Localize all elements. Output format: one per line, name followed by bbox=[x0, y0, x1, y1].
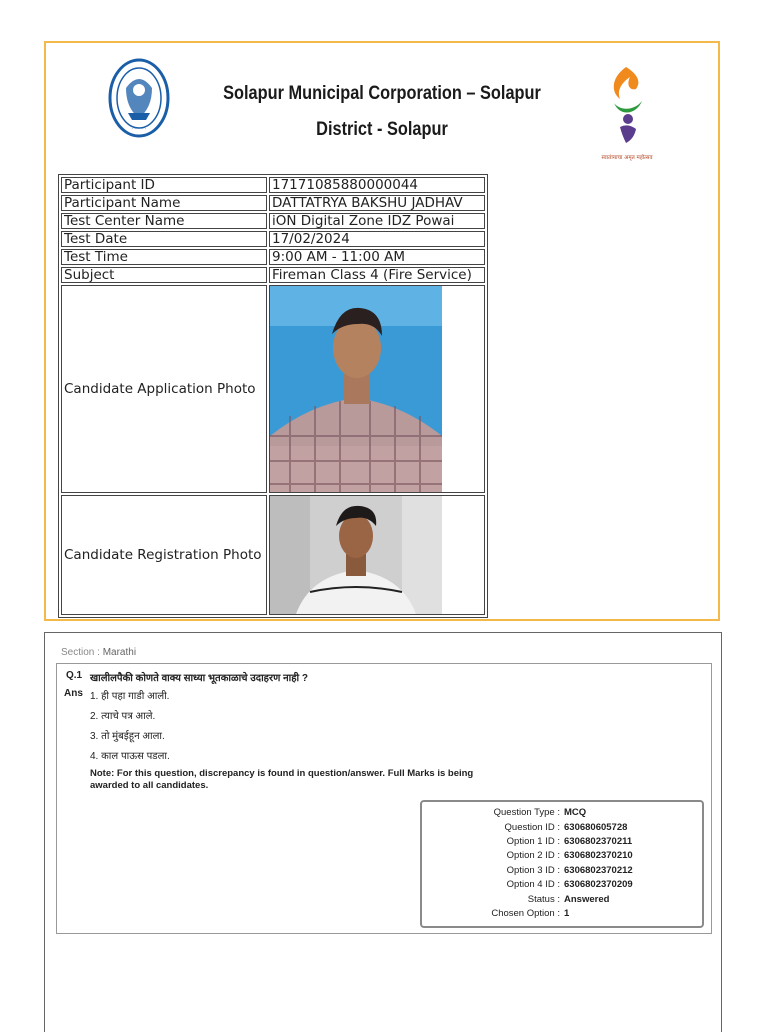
meta-row bbox=[422, 908, 702, 922]
table-row bbox=[61, 267, 485, 283]
subject-value: Fireman Class 4 (Fire Service) bbox=[269, 267, 485, 283]
question-id-label: Question ID : bbox=[504, 822, 560, 833]
status-value: Answered bbox=[564, 894, 610, 905]
table-row bbox=[61, 231, 485, 247]
table-row bbox=[61, 285, 485, 493]
registration-photo-cell bbox=[269, 495, 485, 615]
option2-id-label: Option 2 ID : bbox=[506, 850, 560, 861]
section-name: Marathi bbox=[102, 647, 137, 658]
option-2: 2. त्याचे पत्र आले. bbox=[90, 711, 156, 722]
test-center-value: iON Digital Zone IDZ Powai bbox=[269, 213, 485, 229]
meta-row bbox=[422, 836, 702, 850]
tricolor-flame-logo bbox=[590, 63, 664, 163]
option1-id-label: Option 1 ID : bbox=[506, 836, 560, 847]
table-row bbox=[61, 249, 485, 265]
test-time-value: 9:00 AM - 11:00 AM bbox=[269, 249, 485, 265]
application-photo-label: Candidate Application Photo bbox=[61, 285, 267, 493]
registration-photo bbox=[270, 496, 442, 614]
participant-id-value: 17171085880000044 bbox=[269, 177, 485, 193]
answer-label: Ans bbox=[64, 688, 83, 699]
meta-row bbox=[422, 822, 702, 836]
table-row bbox=[61, 195, 485, 211]
question-meta-box bbox=[420, 800, 704, 928]
question-box bbox=[56, 663, 712, 934]
meta-row bbox=[422, 850, 702, 864]
registration-photo-label: Candidate Registration Photo bbox=[61, 495, 267, 615]
option3-id-label: Option 3 ID : bbox=[506, 865, 560, 876]
option3-id-value: 6306802370212 bbox=[564, 865, 633, 876]
chosen-option-value: 1 bbox=[564, 908, 570, 919]
discrepancy-note: Note: For this question, discrepancy is found in question/answer. Full Marks is being awarded to all candidates. bbox=[90, 768, 474, 791]
question-card bbox=[44, 632, 722, 1032]
meta-row bbox=[422, 865, 702, 879]
table-row bbox=[61, 495, 485, 615]
question-type-value: MCQ bbox=[564, 807, 587, 818]
participant-id-label: Participant ID bbox=[61, 177, 267, 193]
meta-row bbox=[422, 807, 702, 821]
option-1: 1. ही पहा गाडी आली. bbox=[90, 691, 170, 702]
test-time-label: Test Time bbox=[61, 249, 267, 265]
question-type-label: Question Type : bbox=[493, 807, 560, 818]
table-row bbox=[61, 177, 485, 193]
option2-id-value: 6306802370210 bbox=[564, 850, 633, 861]
question-number: Q.1 bbox=[66, 670, 83, 681]
meta-row bbox=[422, 879, 702, 893]
application-photo bbox=[270, 286, 442, 492]
participant-name-value: DATTATRYA BAKSHU JADHAV bbox=[269, 195, 485, 211]
question-id-value: 630680605728 bbox=[564, 822, 628, 833]
chosen-option-label: Chosen Option : bbox=[491, 908, 560, 919]
option4-id-value: 6306802370209 bbox=[564, 879, 633, 890]
candidate-info-table bbox=[58, 174, 488, 618]
table-row bbox=[61, 213, 485, 229]
test-date-label: Test Date bbox=[61, 231, 267, 247]
status-label: Status : bbox=[527, 894, 560, 905]
meta-row bbox=[422, 894, 702, 908]
test-date-value: 17/02/2024 bbox=[269, 231, 485, 247]
option-3: 3. तो मुंबईहून आला. bbox=[90, 731, 165, 742]
section-label bbox=[61, 647, 136, 658]
subject-label: Subject bbox=[61, 267, 267, 283]
participant-name-label: Participant Name bbox=[61, 195, 267, 211]
application-photo-cell bbox=[269, 285, 485, 493]
corporation-title: Solapur Municipal Corporation – Solapur bbox=[223, 83, 541, 104]
test-center-label: Test Center Name bbox=[61, 213, 267, 229]
option1-id-value: 6306802370211 bbox=[564, 836, 633, 847]
option4-id-label: Option 4 ID : bbox=[506, 879, 560, 890]
district-title: District - Solapur bbox=[316, 119, 448, 140]
option-4: 4. काल पाऊस पडला. bbox=[90, 751, 170, 762]
section-prefix: Section : bbox=[61, 647, 103, 658]
candidate-info-card bbox=[44, 41, 720, 621]
logo-caption: स्वातंत्र्याचा अमृत महोत्सव bbox=[601, 155, 653, 161]
svg-text:· · · · ·: · · · · · bbox=[131, 126, 147, 132]
question-text: खालीलपैकी कोणते वाक्य साध्या भूतकाळाचे उदाहरण नाही ? bbox=[90, 673, 309, 684]
